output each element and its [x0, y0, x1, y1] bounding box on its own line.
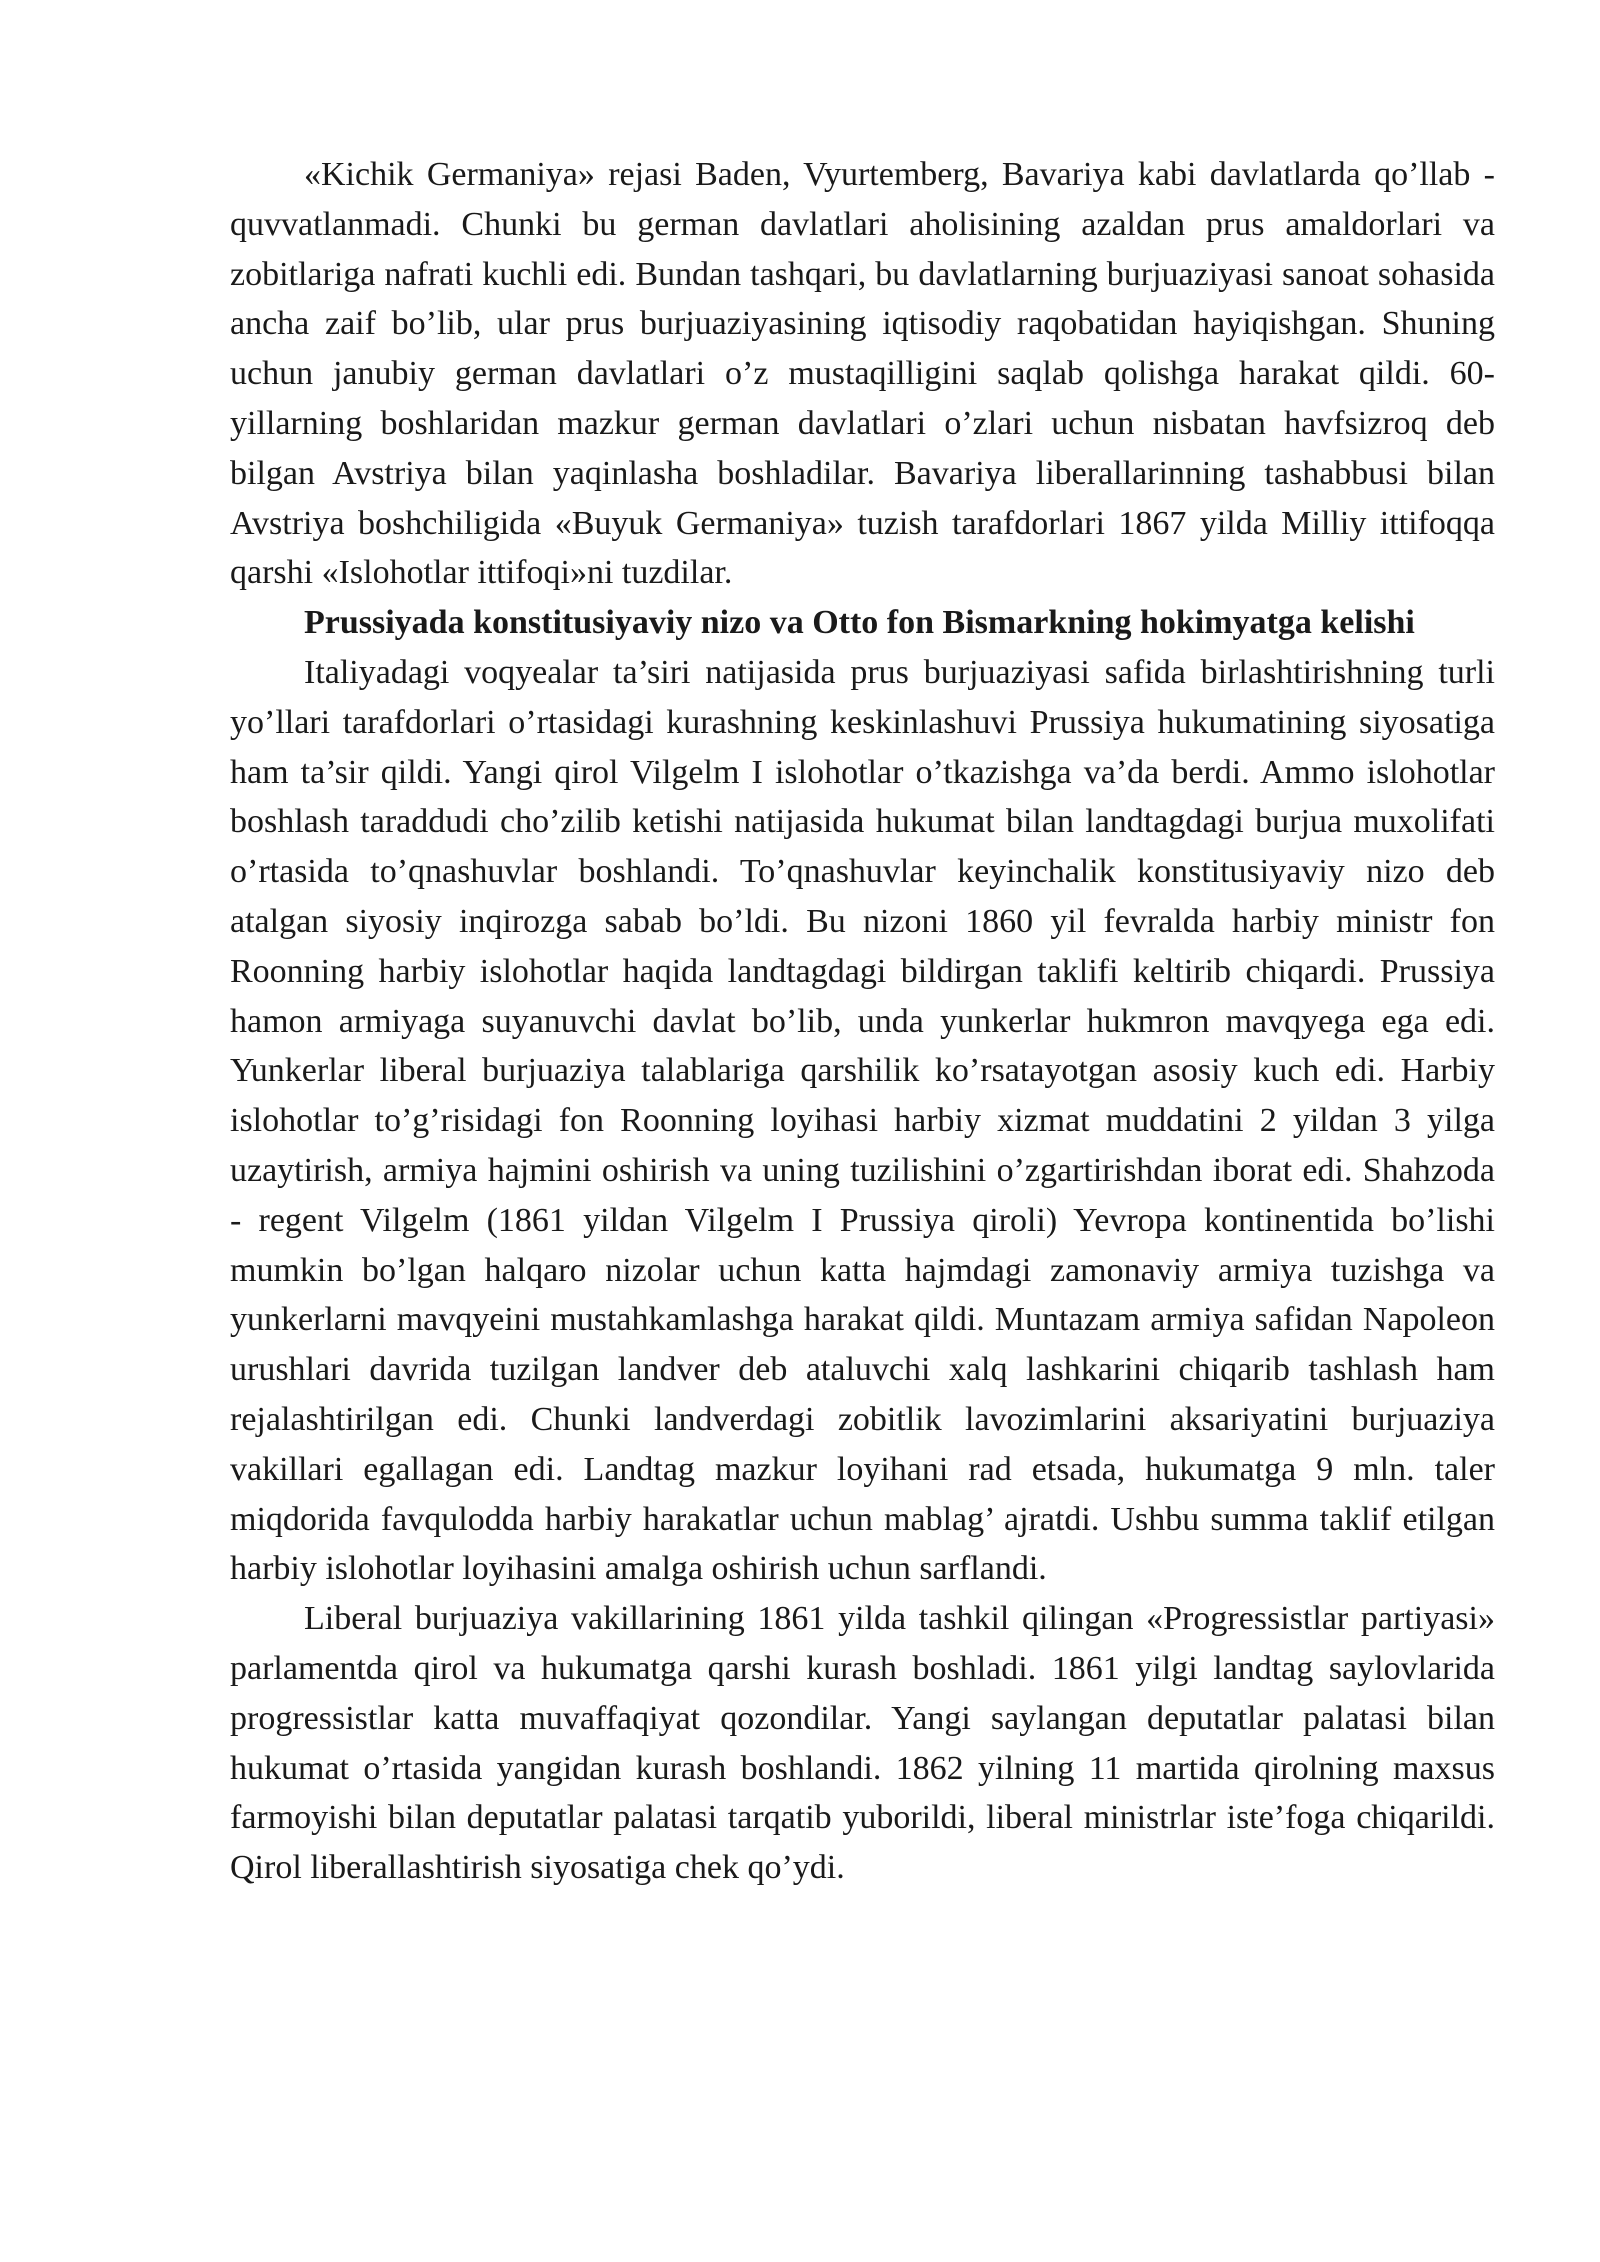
paragraph-kichik-germaniya: «Kichik Germaniya» rejasi Baden, Vyurtemberg, Bavariya kabi davlatlarda qo’llab - quvvatlanmadi. Chunki bu german davlatlari aholisining azaldan prus amaldorlari va zobitlariga nafrati kuchli edi. Bundan tashqari, bu davlatlarning burjuaziyasi sanoat sohasida ancha zaif bo’lib, ular prus burjuaziyasining iqtisodiy raqobatidan hayiqishgan. Shuning uchun janubiy german davlatlari o’z mustaqilligini saqlab qolishga harakat qildi. 60- yillarning boshlaridan mazkur german davlatlari o’zlari uchun nisbatan havfsizroq deb bilgan Avstriya bilan yaqinlasha boshladilar. Bavariya liberallarinning tashabbusi bilan Avstriya boshchiligida «Buyuk Germaniya» tuzish tarafdorlari 1867 yilda Milliy ittifoqqa qarshi «Islohotlar ittifoqi»ni tuzdilar.	[230, 156, 1495, 592]
paragraph-progressistlar: Liberal burjuaziya vakillarining 1861 yilda tashkil qilingan «Progressistlar partiyasi» parlamentda qirol va hukumatga qarshi kurash boshladi. 1861 yilgi landtag saylovlarida progressistlar katta muvaffaqiyat qozondilar. Yangi saylangan deputatlar palatasi bilan hukumat o’rtasida yangidan kurash boshlandi. 1862 yilning 11 martida qirolning maxsus farmoyishi bilan deputatlar palatasi tarqatib yuborildi, liberal ministrlar iste’foga chiqarildi. Qirol liberallashtirish siyosatiga chek qo’ydi.	[230, 1600, 1495, 1887]
document-page	[230, 150, 1495, 1893]
section-heading: Prussiyada konstitusiyaviy nizo va Otto fon Bismarkning hokimyatga kelishi	[304, 604, 1415, 642]
paragraph-konstitusiyaviy-nizo: Italiyadagi voqyealar ta’siri natijasida prus burjuaziyasi safida birlashtirishning turli yo’llari tarafdorlari o’rtasidagi kurashning keskinlashuvi Prussiya hukumatining siyosatiga ham ta’sir qildi. Yangi qirol Vilgelm I islohotlar o’tkazishga va’da berdi. Ammo islohotlar boshlash taraddudi cho’zilib ketishi natijasida hukumat bilan landtagdagi burjua muxolifati o’rtasida to’qnashuvlar boshlandi. To’qnashuvlar keyinchalik konstitusiyaviy nizo deb atalgan siyosiy inqirozga sabab bo’ldi. Bu nizoni 1860 yil fevralda harbiy ministr fon Roonning harbiy islohotlar haqida landtagdagi bildirgan taklifi keltirib chiqardi. Prussiya hamon armiyaga suyanuvchi davlat bo’lib, unda yunkerlar hukmron mavqyega ega edi. Yunkerlar liberal burjuaziya talablariga qarshilik ko’rsatayotgan asosiy kuch edi. Harbiy islohotlar to’g’risidagi fon Roonning loyihasi harbiy xizmat muddatini 2 yildan 3 yilga uzaytirish, armiya hajmini oshirish va uning tuzilishini o’zgartirishdan iborat edi. Shahzoda - regent Vilgelm (1861 yildan Vilgelm I Prussiya qiroli) Yevropa kontinentida bo’lishi mumkin bo’lgan halqaro nizolar uchun katta hajmdagi zamonaviy armiya tuzishga va yunkerlarni mavqyeini mustahkamlashga harakat qildi. Muntazam armiya safidan Napoleon urushlari davrida tuzilgan landver deb ataluvchi xalq lashkarini chiqarib tashlash ham rejalashtirilgan edi. Chunki landverdagi zobitlik lavozimlarini aksariyatini burjuaziya vakillari egallagan edi. Landtag mazkur loyihani rad etsada, hukumatga 9 mln. taler miqdorida favqulodda harbiy harakatlar uchun mablag’ ajratdi. Ushbu summa taklif etilgan harbiy islohotlar loyihasini amalga oshirish uchun sarflandi.	[230, 653, 1495, 1588]
